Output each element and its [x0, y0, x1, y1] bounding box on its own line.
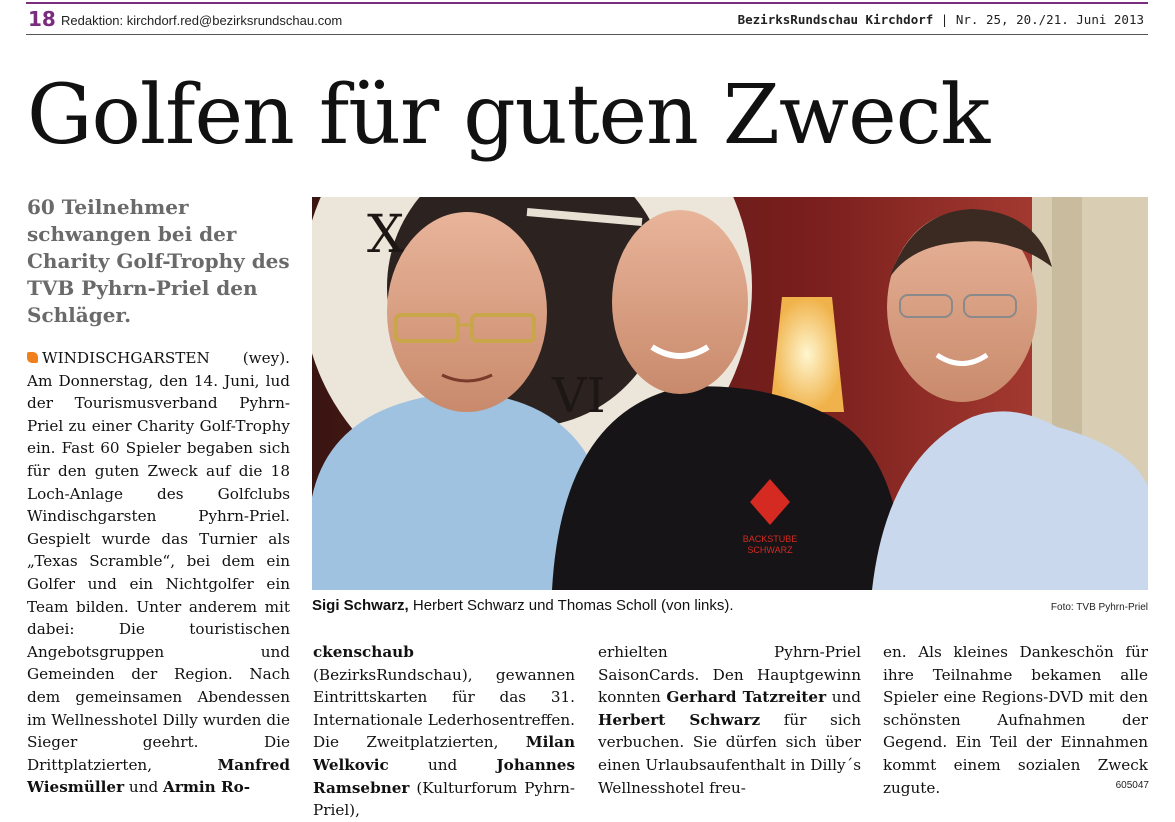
clock-numeral-bottom: VI — [552, 368, 606, 424]
col2-text-3: (Kulturforum Pyhrn-Priel), — [313, 778, 575, 820]
col2-name-4: Johannes Ramsebner — [313, 755, 575, 797]
photo-caption — [312, 597, 734, 614]
shirt-logo-text-1: BACKSTUBE — [742, 534, 798, 544]
col1-name-2: Armin Ro- — [163, 778, 251, 797]
col4-text-1: en. Als kleines Dankeschön für ihre Teilnahme bekamen alle Spieler eine Regions-DVD mit den schönsten Aufnahmen der Gegend. Ein Teil der Einnahmen kommt einem sozialen Zweck zugute. — [883, 643, 1148, 797]
col3-text-2: und — [826, 688, 861, 707]
bullet-icon — [27, 352, 38, 363]
article-photo — [312, 197, 1148, 590]
caption-bold: Sigi Schwarz, — [312, 597, 409, 614]
masthead-issue: | Nr. 25, 20./21. Juni 2013 — [933, 12, 1144, 27]
masthead — [738, 12, 1144, 27]
text-column-1 — [27, 347, 290, 799]
article-code: 605047 — [1115, 780, 1149, 791]
masthead-brand: BezirksRundschau Kirchdorf — [737, 12, 934, 27]
redaktion-contact: Redaktion: kirchdorf.red@bezirksrundschau.com — [61, 13, 343, 28]
col3-name-5: Gerhard Tatzreiter — [666, 688, 827, 707]
col3-name-6: Herbert Schwarz — [598, 710, 761, 729]
text-column-2 — [313, 641, 575, 822]
col1-name-1: Manfred Wiesmüller — [27, 755, 290, 797]
col1-text-1: WINDISCHGARSTEN (wey). Am Donnerstag, den 14. Juni, lud der Tourismusverband Pyhrn-Priel zu einer Charity Golf-Trophy ein. Fast 60 Spieler begaben sich für den guten Zweck auf die 18 Loch-Anlage des Golfclubs Windischgarsten Pyhrn-Priel. Gespielt wurde das Turnier als „Texas Scramble“, bei dem ein Golfer und ein Nichtgolfer ein Team bilden. Unter anderem mit dabei: Die touristischen Angebotsgruppen und Gemeinden der Region. Nach dem gemeinsamen Abendessen im Wellnesshotel Dilly wurden die Sieger geehrt. Die Drittplatzierten, — [27, 349, 290, 774]
col3-text-3: für sich verbuchen. Sie dürfen sich über einen Urlaubsaufenthalt in Dilly´s Wellnesshotel freu- — [598, 710, 861, 797]
text-column-4 — [883, 641, 1148, 799]
col1-text-2: und — [124, 778, 164, 797]
col2-text-2: und — [388, 755, 497, 774]
lamp — [770, 297, 844, 412]
clock-numeral-left: X — [367, 205, 405, 265]
page-number: 18 — [28, 7, 56, 31]
person-middle-face — [612, 210, 748, 394]
article-headline: Golfen für guten Zweck — [27, 68, 990, 163]
col3-text-1: erhielten Pyhrn-Priel SaisonCards. Den Hauptgewinn konnten — [598, 643, 861, 707]
shirt-logo-text-2: SCHWARZ — [747, 545, 793, 555]
page-header — [26, 2, 1148, 35]
photo-illustration — [312, 197, 1148, 590]
caption-rest: Herbert Schwarz und Thomas Scholl (von links). — [408, 597, 734, 614]
article-lede: 60 Teilnehmer schwangen bei der Charity Golf-Trophy des TVB Pyhrn-Priel den Schläger. — [27, 195, 290, 327]
photo-credit: Foto: TVB Pyhrn-Priel — [1050, 602, 1148, 613]
col2-name-cont: ckenschaub — [313, 643, 414, 661]
text-column-3 — [598, 641, 861, 799]
col2-text-1: (BezirksRundschau), gewannen Eintrittskarten für das 31. Internationale Lederhosentreffen. Die Zweitplatzierten, — [313, 665, 575, 752]
col2-name-3: Milan Welkovic — [313, 733, 575, 774]
